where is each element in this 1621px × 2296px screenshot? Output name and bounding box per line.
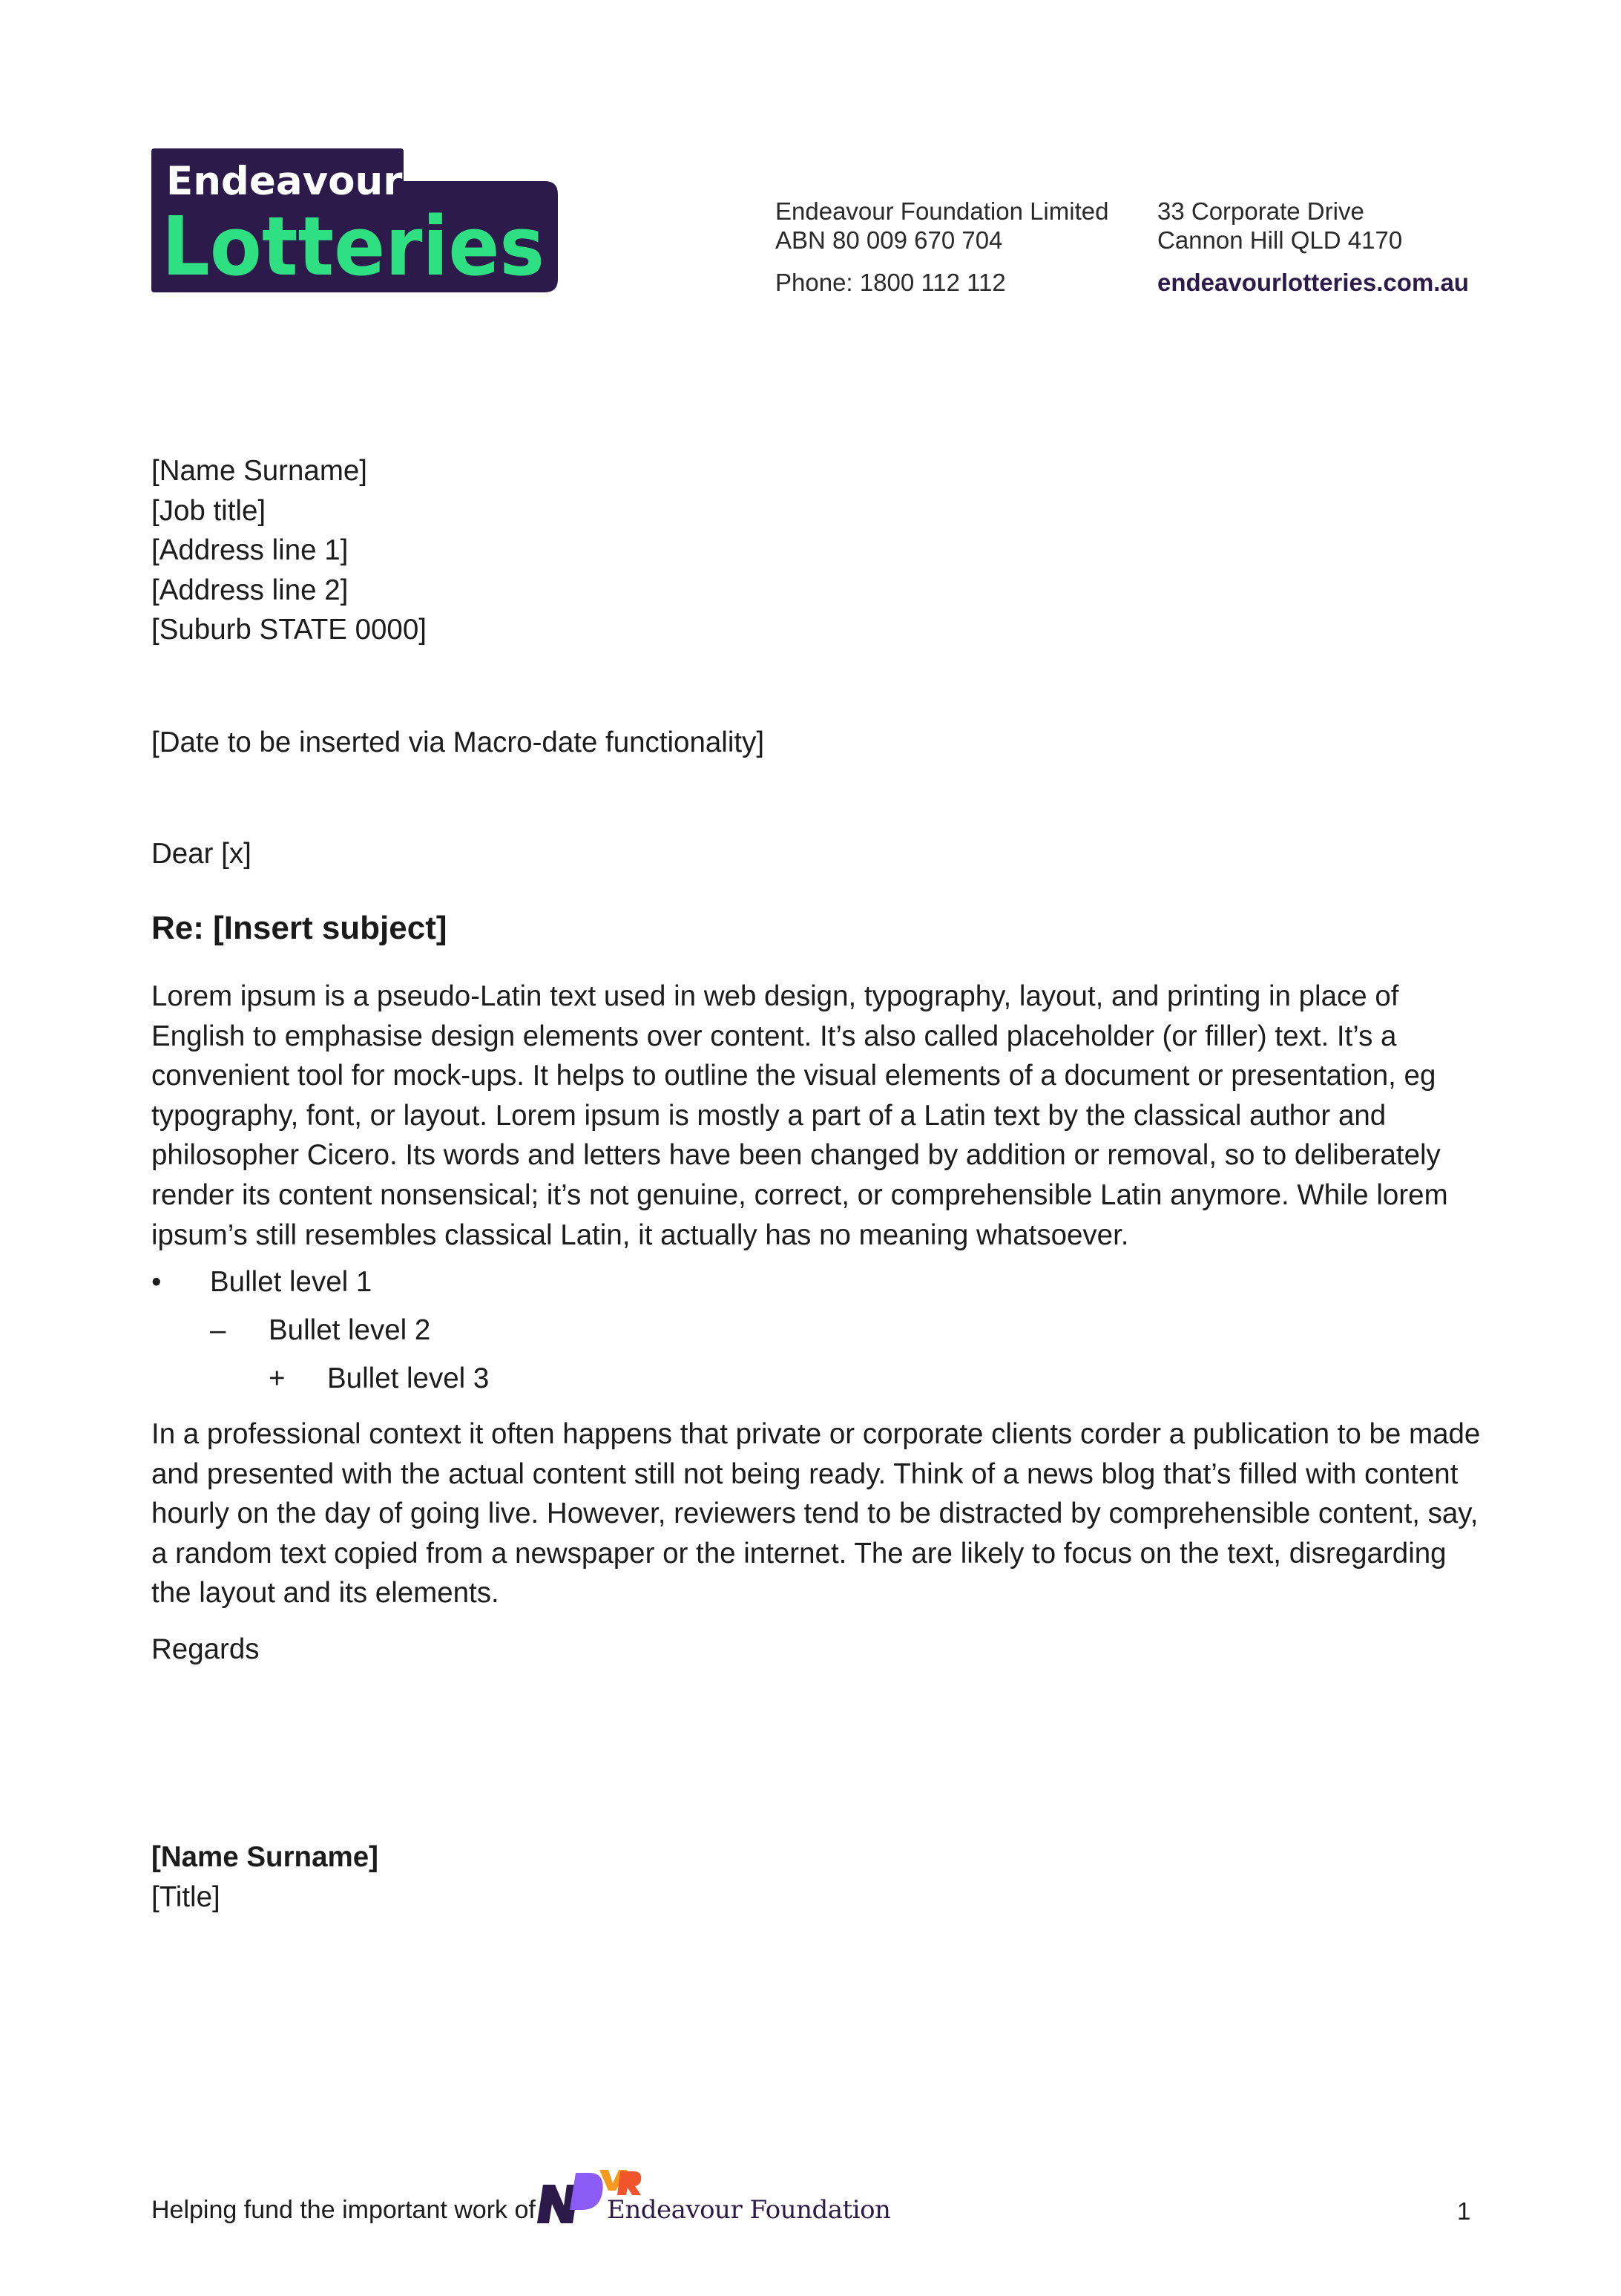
footer-tagline: Helping fund the important work of xyxy=(151,2196,536,2224)
bullet-marker-level-2: – xyxy=(210,1314,226,1346)
closing: Regards xyxy=(151,1633,260,1665)
company-abn: ABN 80 009 670 704 xyxy=(775,226,1003,254)
body-paragraph-1: Lorem ipsum is a pseudo-Latin text used in web design, typography, layout, and printing in place of English to emphasise design elements over content. It’s also called placeholder (or filler) text. It’s a convenient tool for mock-ups. It helps to outline the visual elements of a document or presentation, eg typography, font, or layout. Lorem ipsum is mostly a part of a Latin text by the classical author and philosopher Cicero. Its words and letters have been changed by addition or removal, so to deliberately render its content nonsensical; it’s not genuine, correct, or comprehensible Latin anymore. While lorem ipsum’s still resembles classical Latin, it actually has no meaning whatsoever. xyxy=(151,980,1448,1251)
company-address-line1: 33 Corporate Drive xyxy=(1157,197,1364,225)
endeavour-foundation-logo-text: Endeavour Foundation xyxy=(607,2195,891,2225)
subject-heading: Re: [Insert subject] xyxy=(151,910,447,946)
recipient-job-title: [Job title] xyxy=(151,494,266,527)
salutation: Dear [x] xyxy=(151,838,251,870)
page-number: 1 xyxy=(1457,2197,1471,2225)
recipient-address-block xyxy=(151,451,427,650)
recipient-address-line2: [Address line 2] xyxy=(151,574,349,606)
company-address-line2: Cannon Hill QLD 4170 xyxy=(1157,226,1403,254)
letter-date: [Date to be inserted via Macro-date functionality] xyxy=(151,726,765,758)
company-name: Endeavour Foundation Limited xyxy=(775,197,1109,225)
logo-lotteries-text: Lotteries xyxy=(162,199,545,292)
company-info-left xyxy=(775,197,1108,297)
recipient-suburb: [Suburb STATE 0000] xyxy=(151,614,427,646)
bullet-text-level-1: Bullet level 1 xyxy=(210,1266,372,1298)
bullet-marker-level-1: • xyxy=(151,1266,162,1298)
bullet-marker-level-3: + xyxy=(269,1362,286,1394)
company-website-link[interactable]: endeavourlotteries.com.au xyxy=(1157,269,1469,296)
endeavour-lotteries-logo xyxy=(151,148,558,292)
logo-endeavour-text: Endeavour xyxy=(166,159,403,204)
company-phone: Phone: 1800 112 112 xyxy=(775,269,1006,296)
signature-title: [Title] xyxy=(151,1881,220,1913)
bullet-text-level-2: Bullet level 2 xyxy=(269,1314,431,1346)
signature-name: [Name Surname] xyxy=(151,1841,378,1873)
recipient-address-line1: [Address line 1] xyxy=(151,534,349,567)
body-paragraph-2: In a professional context it often happens that private or corporate clients corder a publication to be made and presented with the actual content still not being ready. Think of a news blog that’s filled with content hourly on the day of going live. However, reviewers tend to be distracted by comprehensible content, say, a random text copied from a newspaper or the internet. The are likely to focus on the text, disregarding the layout and its elements. xyxy=(151,1418,1481,1610)
recipient-name: [Name Surname] xyxy=(151,455,368,487)
company-info-right xyxy=(1157,197,1469,297)
bullet-text-level-3: Bullet level 3 xyxy=(327,1362,490,1394)
